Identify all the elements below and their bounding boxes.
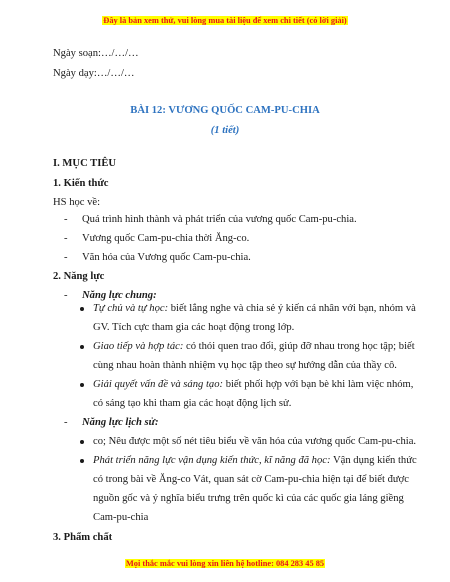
history-item-line: co; Nêu được một số nét tiêu biểu về văn hóa của vương quốc Cam-pu-chia. — [93, 436, 417, 447]
general-item-line: Giao tiếp và hợp tác: có thói quen trao đổi, giúp đỡ nhau trong học tập; biết — [93, 341, 415, 352]
contact-banner: Mọi thắc mắc vui lòng xin liên hệ hotline: 084 283 45 85 — [125, 559, 325, 568]
teach-date: Ngày dạy:…/…/… — [53, 68, 135, 79]
knowledge-heading: 1. Kiến thức — [53, 178, 109, 189]
history-competence-label: Năng lực lịch sử: — [82, 417, 159, 428]
history-item-line: nguồn gốc và ý nghĩa biểu trưng trên quốc kì của các quốc gia láng giềng — [93, 493, 404, 504]
section-objectives: I. MỤC TIÊU — [53, 158, 117, 169]
history-item-line: Cam-pu-chia — [93, 512, 149, 523]
knowledge-item: Quá trình hình thành và phát triển của vương quốc Cam-pu-chia. — [82, 214, 357, 225]
lesson-title: BÀI 12: VƯƠNG QUỐC CAM-PU-CHIA — [130, 105, 320, 116]
history-item-line: có trong bài về Ăng-co Vát, quan sát cờ Cam-pu-chia hiện tại để biết được — [93, 474, 409, 485]
quality-heading: 3. Phẩm chất — [53, 532, 113, 543]
knowledge-item: Vương quốc Cam-pu-chia thời Ăng-co. — [82, 233, 250, 244]
general-item-label: Giao tiếp và hợp tác: — [93, 341, 184, 352]
bullet-dot — [80, 459, 84, 463]
general-item-label: Giải quyết vấn đề và sáng tạo: — [93, 379, 224, 390]
bullet-dot — [80, 383, 84, 387]
lesson-duration: (1 tiết) — [210, 125, 240, 136]
dash-bullet: - — [64, 290, 68, 301]
bullet-dot — [80, 440, 84, 444]
dash-bullet: - — [64, 233, 68, 244]
competence-heading: 2. Năng lực — [53, 271, 105, 282]
general-item-line: có sáng tạo khi tham gia các hoạt động lịch sử. — [93, 398, 292, 409]
general-item-line: cùng nhau hoàn thành nhiệm vụ học tập theo sự hướng dẫn của thầy cô. — [93, 360, 397, 371]
general-item-line: Giải quyết vấn đề và sáng tạo: biết phối hợp với bạn bè khi làm việc nhóm, — [93, 379, 414, 390]
history-item-line: Phát triển năng lực vận dụng kiến thức, kĩ năng đã học: Vận dụng kiến thức — [93, 455, 417, 466]
prep-date: Ngày soạn:…/…/… — [53, 48, 139, 59]
knowledge-intro: HS học về: — [53, 197, 101, 208]
general-item-line: GV. Tích cực tham gia các hoạt động trong lớp. — [93, 322, 295, 333]
preview-banner: Đây là bản xem thử, vui lòng mua tài liệu để xem chi tiết (có lời giải) — [103, 16, 347, 25]
dash-bullet: - — [64, 417, 68, 428]
history-item-label: Phát triển năng lực vận dụng kiến thức, kĩ năng đã học: — [93, 455, 331, 466]
general-competence-label: Năng lực chung: — [82, 290, 157, 301]
general-item-label: Tự chủ và tự học: — [93, 303, 169, 314]
dash-bullet: - — [64, 214, 68, 225]
general-item-line: Tự chủ và tự học: biết lắng nghe và chia sẻ ý kiến cá nhân với bạn, nhóm và — [93, 303, 416, 314]
bullet-dot — [80, 345, 84, 349]
dash-bullet: - — [64, 252, 68, 263]
knowledge-item: Văn hóa của Vương quốc Cam-pu-chia. — [82, 252, 251, 263]
bullet-dot — [80, 307, 84, 311]
